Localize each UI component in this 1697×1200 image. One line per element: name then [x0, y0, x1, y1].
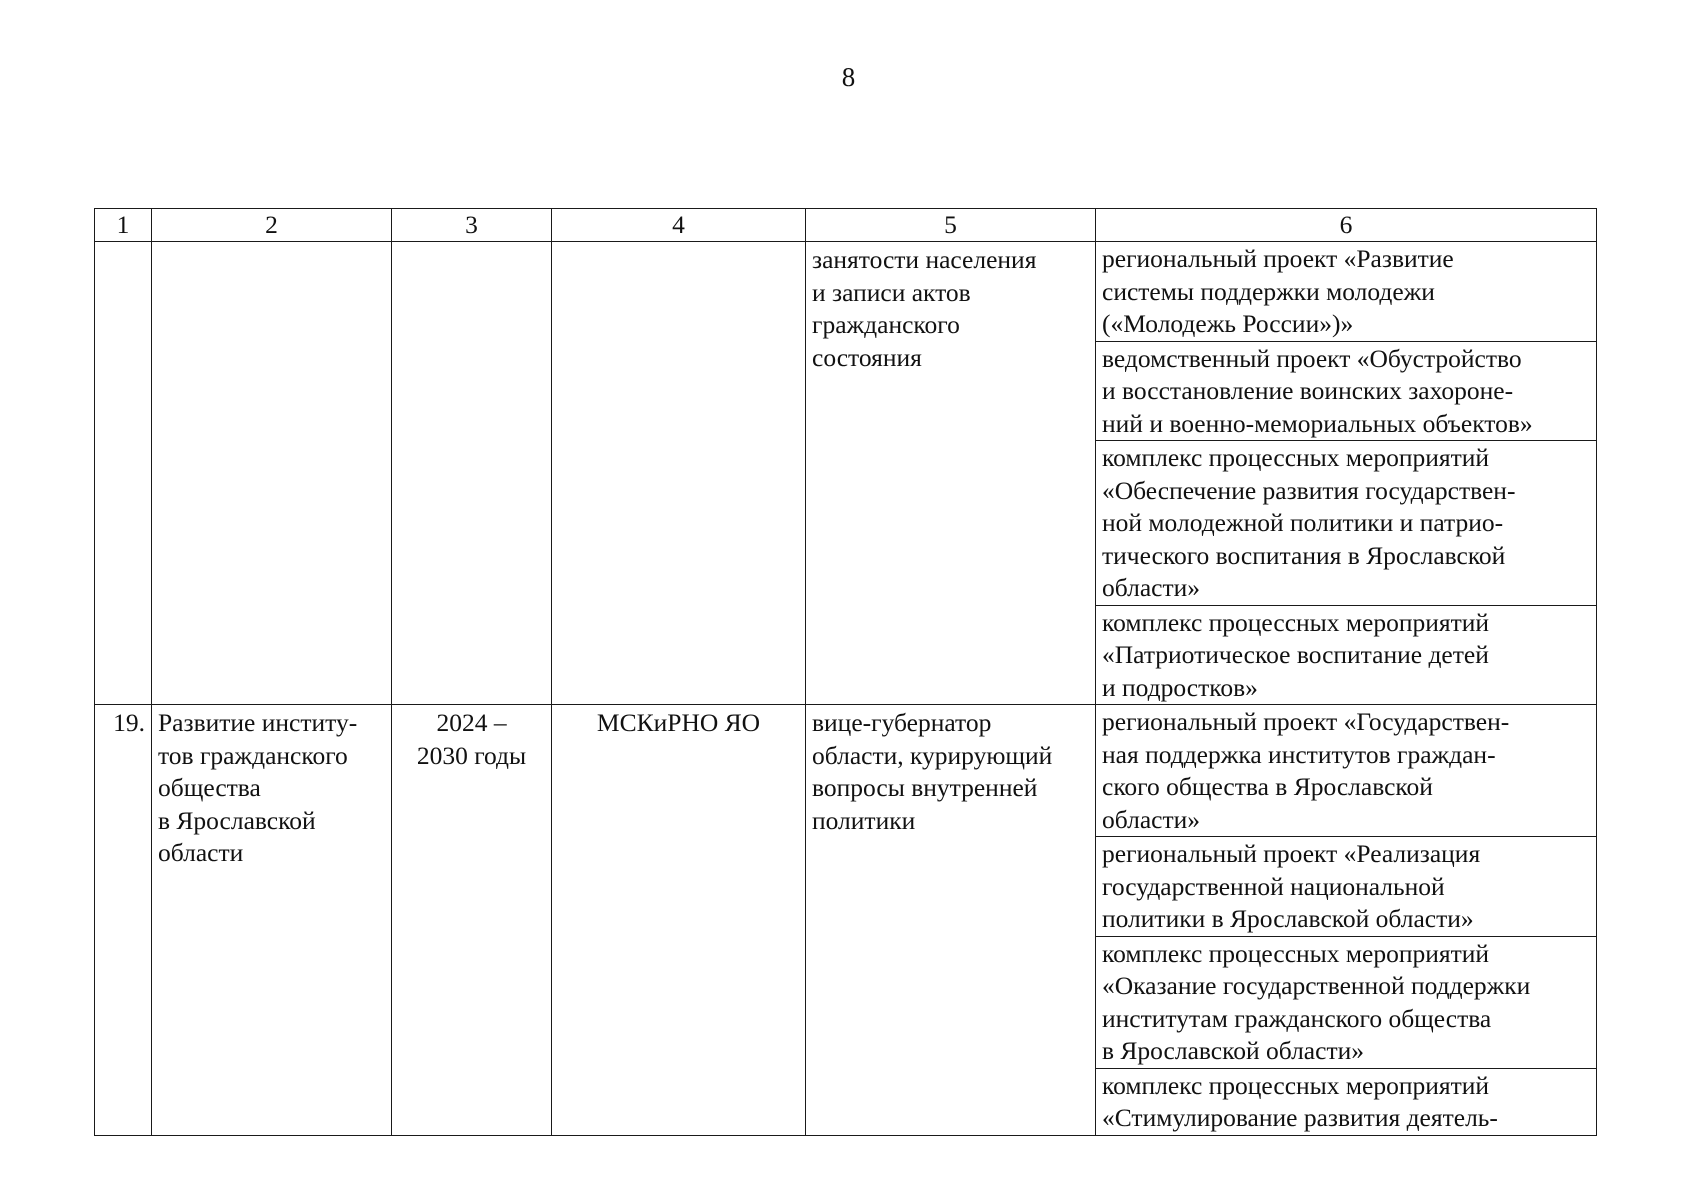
table-header-row [95, 209, 1597, 242]
structural-element-cell: региональный проект «Реализация государственной национальной политики в Ярославской области» [1096, 837, 1597, 937]
executor-cell: МСКиРНО ЯО [552, 705, 806, 1136]
structural-element-cell: комплекс процессных мероприятий «Патриотическое воспитание детей и подростков» [1096, 605, 1597, 705]
column-header-2: 2 [152, 209, 392, 242]
column-header-6: 6 [1096, 209, 1597, 242]
row-number-cell: 19. [95, 705, 152, 1136]
structural-element-cell: комплекс процессных мероприятий «Оказание государственной поддержки институтам гражданского общества в Ярославской области» [1096, 936, 1597, 1068]
program-name-cell [152, 242, 392, 705]
column-header-5: 5 [806, 209, 1096, 242]
structural-element-cell: комплекс процессных мероприятий «Стимулирование развития деятель- [1096, 1068, 1597, 1135]
period-cell: 2024 – 2030 годы [392, 705, 552, 1136]
executor-cell [552, 242, 806, 705]
table-row [95, 705, 1597, 837]
programs-table [94, 208, 1597, 1136]
page-number: 8 [841, 62, 856, 92]
table-row [95, 242, 1597, 342]
structural-element-cell: региональный проект «Развитие системы поддержки молодежи («Молодежь России»)» [1096, 242, 1597, 342]
structural-element-cell: комплекс процессных мероприятий «Обеспечение развития государствен- ной молодежной политики и патрио- тического воспитания в Ярославской области» [1096, 441, 1597, 606]
program-name-cell: Развитие институ- тов гражданского общества в Ярославской области [152, 705, 392, 1136]
curator-cell: занятости населения и записи актов гражданского состояния [806, 242, 1096, 705]
structural-element-cell: ведомственный проект «Обустройство и восстановление воинских захороне- ний и военно-мемориальных объектов» [1096, 341, 1597, 441]
period-cell [392, 242, 552, 705]
column-header-3: 3 [392, 209, 552, 242]
column-header-4: 4 [552, 209, 806, 242]
row-number-cell [95, 242, 152, 705]
curator-cell: вице-губернатор области, курирующий вопросы внутренней политики [806, 705, 1096, 1136]
structural-element-cell: региональный проект «Государствен- ная поддержка институтов граждан- ского общества в Ярославской области» [1096, 705, 1597, 837]
column-header-1: 1 [95, 209, 152, 242]
